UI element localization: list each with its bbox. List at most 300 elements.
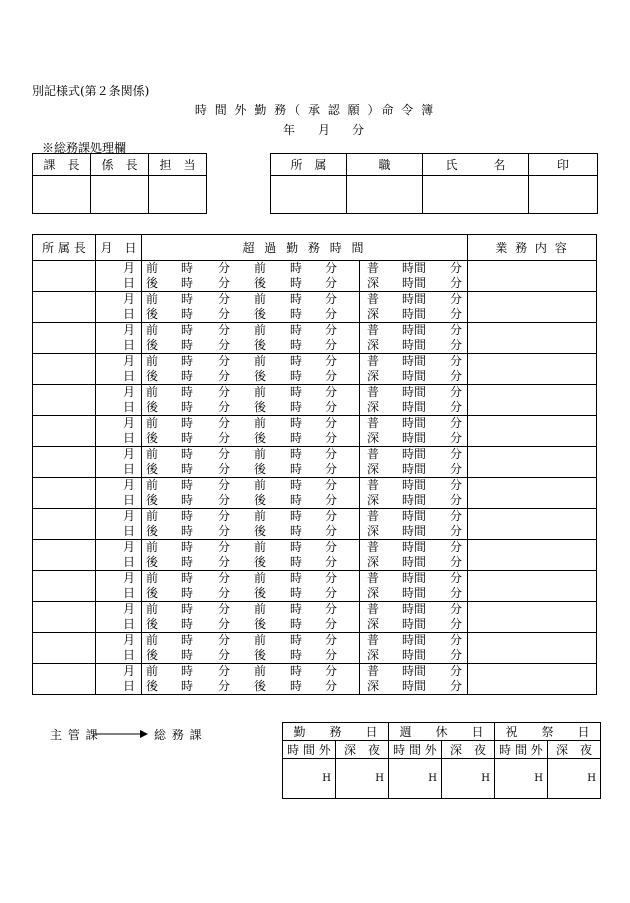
- minute-label: 分: [218, 602, 231, 616]
- boss-seal-cell[interactable]: [33, 261, 96, 292]
- hours-label: 時間: [402, 648, 427, 662]
- date-cell[interactable]: [96, 540, 142, 571]
- minute-label: 分: [325, 617, 338, 631]
- hour-label: 時: [290, 648, 303, 662]
- table-row: [33, 509, 597, 540]
- type-label: 深: [367, 586, 380, 600]
- hour-label: 時: [181, 447, 194, 461]
- overtime-cell[interactable]: [142, 323, 468, 354]
- minute-label: 分: [218, 633, 231, 647]
- minute-label: 分: [325, 555, 338, 569]
- approval-header-staff: 担 当: [149, 154, 207, 176]
- hours-label: 時間: [402, 493, 427, 507]
- ampm-label: 前: [146, 354, 159, 368]
- summary-header-holiday: 祝 祭 日: [495, 723, 601, 741]
- header-date: 月 日: [96, 235, 142, 261]
- table-row: [33, 571, 597, 602]
- overtime-cell[interactable]: [142, 664, 468, 695]
- approval-table: [32, 153, 207, 214]
- overtime-cell[interactable]: [142, 385, 468, 416]
- table-row: [33, 416, 597, 447]
- summary-sub-late: 深 夜: [548, 741, 601, 759]
- work-content-cell[interactable]: [468, 354, 597, 385]
- date-cell[interactable]: [96, 261, 142, 292]
- minute-label: 分: [450, 307, 463, 321]
- type-label: 普: [367, 261, 380, 275]
- minute-label: 分: [325, 478, 338, 492]
- hour-label: 時: [181, 633, 194, 647]
- hour-label: 時: [290, 292, 303, 306]
- hour-label: 時: [290, 617, 303, 631]
- table-row: [33, 478, 597, 509]
- hour-label: 時: [290, 509, 303, 523]
- ampm-label: 後: [254, 462, 267, 476]
- hours-label: 時間: [402, 400, 427, 414]
- ampm-label: 前: [146, 416, 159, 430]
- day-label: 日: [122, 338, 135, 352]
- type-label: 普: [367, 633, 380, 647]
- summary-value-cell[interactable]: H: [495, 759, 548, 799]
- approval-seal-chief[interactable]: [33, 176, 91, 214]
- minute-label: 分: [450, 648, 463, 662]
- ampm-label: 前: [254, 447, 267, 461]
- date-cell[interactable]: [96, 385, 142, 416]
- boss-seal-cell[interactable]: [33, 478, 96, 509]
- hour-label: 時: [181, 385, 194, 399]
- overtime-cell[interactable]: [142, 447, 468, 478]
- minute-label: 分: [325, 648, 338, 662]
- minute-label: 分: [218, 323, 231, 337]
- hour-label: 時: [290, 307, 303, 321]
- minute-label: 分: [450, 323, 463, 337]
- hour-label: 時: [181, 648, 194, 662]
- minute-label: 分: [450, 524, 463, 538]
- hour-label: 時: [290, 276, 303, 290]
- type-label: 普: [367, 292, 380, 306]
- minute-label: 分: [450, 602, 463, 616]
- date-cell[interactable]: [96, 323, 142, 354]
- ampm-label: 後: [146, 462, 159, 476]
- type-label: 深: [367, 493, 380, 507]
- minute-label: 分: [450, 509, 463, 523]
- minute-label: 分: [218, 292, 231, 306]
- hour-label: 時: [181, 664, 194, 678]
- minute-label: 分: [450, 555, 463, 569]
- work-content-cell[interactable]: [468, 540, 597, 571]
- hour-label: 時: [290, 478, 303, 492]
- ampm-label: 後: [146, 524, 159, 538]
- day-label: 日: [122, 369, 135, 383]
- hour-label: 時: [290, 555, 303, 569]
- boss-seal-cell[interactable]: [33, 509, 96, 540]
- work-content-cell[interactable]: [468, 602, 597, 633]
- ampm-label: 前: [146, 292, 159, 306]
- month-label: 月: [122, 447, 135, 461]
- date-cell[interactable]: [96, 633, 142, 664]
- minute-label: 分: [450, 540, 463, 554]
- ampm-label: 後: [146, 276, 159, 290]
- minute-label: 分: [218, 369, 231, 383]
- minute-label: 分: [450, 276, 463, 290]
- boss-seal-cell[interactable]: [33, 664, 96, 695]
- ampm-label: 後: [146, 369, 159, 383]
- ampm-label: 前: [146, 447, 159, 461]
- summary-header-weekly-holiday: 週 休 日: [389, 723, 495, 741]
- overtime-cell[interactable]: [142, 261, 468, 292]
- minute-label: 分: [450, 571, 463, 585]
- date-cell[interactable]: [96, 478, 142, 509]
- minute-label: 分: [450, 493, 463, 507]
- type-label: 深: [367, 431, 380, 445]
- ampm-label: 後: [254, 586, 267, 600]
- boss-seal-cell[interactable]: [33, 540, 96, 571]
- type-label: 深: [367, 400, 380, 414]
- ampm-label: 前: [146, 261, 159, 275]
- minute-label: 分: [325, 416, 338, 430]
- hour-label: 時: [181, 323, 194, 337]
- ampm-label: 後: [146, 431, 159, 445]
- day-label: 日: [122, 555, 135, 569]
- work-content-cell[interactable]: [468, 509, 597, 540]
- hour-label: 時: [290, 540, 303, 554]
- hour-label: 時: [181, 338, 194, 352]
- hours-label: 時間: [402, 369, 427, 383]
- minute-label: 分: [325, 571, 338, 585]
- boss-seal-cell[interactable]: [33, 385, 96, 416]
- date-cell[interactable]: [96, 354, 142, 385]
- hour-label: 時: [290, 679, 303, 693]
- overtime-cell[interactable]: [142, 416, 468, 447]
- hour-label: 時: [290, 586, 303, 600]
- minute-label: 分: [218, 509, 231, 523]
- hour-label: 時: [181, 416, 194, 430]
- hours-label: 時間: [402, 385, 427, 399]
- minute-label: 分: [450, 400, 463, 414]
- minute-label: 分: [325, 369, 338, 383]
- overtime-cell[interactable]: [142, 354, 468, 385]
- minute-label: 分: [352, 123, 365, 137]
- info-department-field[interactable]: [271, 176, 347, 214]
- ampm-label: 前: [146, 602, 159, 616]
- ampm-label: 後: [146, 617, 159, 631]
- minute-label: 分: [218, 338, 231, 352]
- header-work: 業 務 内 容: [468, 235, 597, 261]
- form-title: 時 間 外 勤 務（ 承 認 願 ）命 令 簿: [194, 103, 436, 117]
- overtime-cell[interactable]: [142, 602, 468, 633]
- ampm-label: 前: [146, 385, 159, 399]
- boss-seal-cell[interactable]: [33, 447, 96, 478]
- hour-label: 時: [290, 431, 303, 445]
- ampm-label: 後: [254, 431, 267, 445]
- ampm-label: 前: [254, 664, 267, 678]
- ampm-label: 後: [254, 276, 267, 290]
- type-label: 深: [367, 369, 380, 383]
- hours-label: 時間: [402, 602, 427, 616]
- minute-label: 分: [218, 540, 231, 554]
- minute-label: 分: [325, 431, 338, 445]
- date-cell[interactable]: [96, 664, 142, 695]
- date-cell[interactable]: [96, 416, 142, 447]
- date-cell[interactable]: [96, 602, 142, 633]
- ampm-label: 後: [254, 369, 267, 383]
- summary-value-cell[interactable]: H: [389, 759, 442, 799]
- minute-label: 分: [450, 447, 463, 461]
- ampm-label: 前: [254, 633, 267, 647]
- table-row: [33, 664, 597, 695]
- table-row: [33, 540, 597, 571]
- overtime-cell[interactable]: [142, 540, 468, 571]
- hour-label: 時: [290, 664, 303, 678]
- work-content-cell[interactable]: [468, 261, 597, 292]
- hours-label: 時間: [402, 261, 427, 275]
- minute-label: 分: [218, 447, 231, 461]
- type-label: 深: [367, 679, 380, 693]
- summary-value-cell[interactable]: H: [442, 759, 495, 799]
- table-row: [33, 292, 597, 323]
- header-overtime: 超 過 勤 務 時 間: [142, 235, 468, 261]
- type-label: 普: [367, 447, 380, 461]
- minute-label: 分: [218, 664, 231, 678]
- minute-label: 分: [218, 679, 231, 693]
- hour-label: 時: [290, 385, 303, 399]
- hour-label: 時: [290, 571, 303, 585]
- ampm-label: 前: [254, 602, 267, 616]
- day-label: 日: [122, 524, 135, 538]
- type-label: 普: [367, 571, 380, 585]
- work-content-cell[interactable]: [468, 416, 597, 447]
- minute-label: 分: [325, 354, 338, 368]
- month-label: 月: [122, 323, 135, 337]
- approval-section-label: ※総務課処理欄: [42, 141, 127, 155]
- work-content-cell[interactable]: [468, 323, 597, 354]
- hour-label: 時: [181, 679, 194, 693]
- date-cell[interactable]: [96, 447, 142, 478]
- day-label: 日: [122, 648, 135, 662]
- ampm-label: 後: [146, 679, 159, 693]
- minute-label: 分: [450, 369, 463, 383]
- hour-label: 時: [290, 462, 303, 476]
- type-label: 普: [367, 478, 380, 492]
- minute-label: 分: [325, 586, 338, 600]
- month-label: 月: [122, 509, 135, 523]
- minute-label: 分: [218, 354, 231, 368]
- hours-label: 時間: [402, 540, 427, 554]
- hour-label: 時: [181, 462, 194, 476]
- month-label: 月: [122, 261, 135, 275]
- flow-from: 主 管 課: [50, 728, 99, 742]
- work-content-cell[interactable]: [468, 447, 597, 478]
- day-label: 日: [122, 307, 135, 321]
- hours-label: 時間: [402, 431, 427, 445]
- minute-label: 分: [325, 524, 338, 538]
- info-header-seal: 印: [529, 154, 598, 176]
- info-header-department: 所 属: [271, 154, 347, 176]
- summary-value-cell[interactable]: H: [283, 759, 336, 799]
- hours-label: 時間: [402, 633, 427, 647]
- ampm-label: 前: [254, 261, 267, 275]
- minute-label: 分: [218, 385, 231, 399]
- hour-label: 時: [290, 416, 303, 430]
- hour-label: 時: [181, 354, 194, 368]
- minute-label: 分: [325, 385, 338, 399]
- overtime-cell[interactable]: [142, 571, 468, 602]
- info-table: [270, 153, 598, 214]
- hour-label: 時: [181, 509, 194, 523]
- hours-label: 時間: [402, 447, 427, 461]
- work-content-cell[interactable]: [468, 292, 597, 323]
- type-label: 普: [367, 323, 380, 337]
- ampm-label: 後: [146, 586, 159, 600]
- ampm-label: 前: [254, 416, 267, 430]
- approval-header-chief: 課 長: [33, 154, 91, 176]
- year-label: 年: [283, 123, 296, 137]
- type-label: 深: [367, 524, 380, 538]
- info-seal-field[interactable]: [529, 176, 598, 214]
- minute-label: 分: [325, 276, 338, 290]
- summary-value-cell[interactable]: H: [548, 759, 601, 799]
- hour-label: 時: [181, 555, 194, 569]
- ampm-label: 前: [254, 323, 267, 337]
- minute-label: 分: [325, 261, 338, 275]
- hour-label: 時: [181, 571, 194, 585]
- ampm-label: 後: [146, 555, 159, 569]
- table-row: [33, 354, 597, 385]
- boss-seal-cell[interactable]: [33, 571, 96, 602]
- hour-label: 時: [181, 307, 194, 321]
- day-label: 日: [122, 462, 135, 476]
- type-label: 普: [367, 602, 380, 616]
- ampm-label: 前: [146, 571, 159, 585]
- ampm-label: 後: [146, 400, 159, 414]
- ampm-label: 前: [254, 354, 267, 368]
- hour-label: 時: [290, 447, 303, 461]
- hours-label: 時間: [402, 555, 427, 569]
- minute-label: 分: [450, 679, 463, 693]
- minute-label: 分: [325, 664, 338, 678]
- minute-label: 分: [218, 493, 231, 507]
- ampm-label: 後: [146, 338, 159, 352]
- form-style-label: 別記様式(第２条関係): [32, 84, 150, 98]
- summary-value-cell[interactable]: H: [336, 759, 389, 799]
- ampm-label: 前: [254, 385, 267, 399]
- hours-label: 時間: [402, 323, 427, 337]
- overtime-cell[interactable]: [142, 292, 468, 323]
- boss-seal-cell[interactable]: [33, 292, 96, 323]
- hour-label: 時: [181, 524, 194, 538]
- ampm-label: 後: [254, 648, 267, 662]
- summary-header-workday: 勤 務 日: [283, 723, 389, 741]
- ampm-label: 後: [146, 307, 159, 321]
- boss-seal-cell[interactable]: [33, 416, 96, 447]
- ampm-label: 前: [146, 633, 159, 647]
- info-name-field[interactable]: [423, 176, 529, 214]
- work-content-cell[interactable]: [468, 478, 597, 509]
- minute-label: 分: [450, 385, 463, 399]
- work-content-cell[interactable]: [468, 571, 597, 602]
- work-content-cell[interactable]: [468, 664, 597, 695]
- ampm-label: 前: [254, 571, 267, 585]
- ampm-label: 後: [254, 338, 267, 352]
- date-cell[interactable]: [96, 292, 142, 323]
- month-label: 月: [122, 478, 135, 492]
- boss-seal-cell[interactable]: [33, 323, 96, 354]
- month-label: 月: [122, 602, 135, 616]
- month-label: 月: [122, 664, 135, 678]
- minute-label: 分: [218, 524, 231, 538]
- hour-label: 時: [290, 400, 303, 414]
- info-header-position: 職: [347, 154, 423, 176]
- minute-label: 分: [218, 261, 231, 275]
- ampm-label: 後: [254, 307, 267, 321]
- minute-label: 分: [325, 307, 338, 321]
- boss-seal-cell[interactable]: [33, 602, 96, 633]
- hour-label: 時: [181, 292, 194, 306]
- ampm-label: 前: [146, 478, 159, 492]
- approval-header-subchief: 係 長: [91, 154, 149, 176]
- minute-label: 分: [450, 462, 463, 476]
- approval-seal-subchief[interactable]: [91, 176, 149, 214]
- ampm-label: 前: [254, 509, 267, 523]
- type-label: 深: [367, 338, 380, 352]
- hours-label: 時間: [402, 338, 427, 352]
- approval-seal-staff[interactable]: [149, 176, 207, 214]
- summary-table: [282, 722, 601, 799]
- minute-label: 分: [325, 679, 338, 693]
- summary-sub-overtime: 時 間 外: [389, 741, 442, 759]
- overtime-cell[interactable]: [142, 478, 468, 509]
- hour-label: 時: [181, 478, 194, 492]
- minute-label: 分: [325, 493, 338, 507]
- minute-label: 分: [325, 292, 338, 306]
- minute-label: 分: [325, 509, 338, 523]
- work-content-cell[interactable]: [468, 633, 597, 664]
- date-cell[interactable]: [96, 571, 142, 602]
- ampm-label: 前: [254, 540, 267, 554]
- month-label: 月: [318, 123, 331, 137]
- info-position-field[interactable]: [347, 176, 423, 214]
- work-content-cell[interactable]: [468, 385, 597, 416]
- date-cell[interactable]: [96, 509, 142, 540]
- hours-label: 時間: [402, 524, 427, 538]
- overtime-cell[interactable]: [142, 633, 468, 664]
- minute-label: 分: [218, 307, 231, 321]
- hours-label: 時間: [402, 307, 427, 321]
- hour-label: 時: [181, 261, 194, 275]
- overtime-cell[interactable]: [142, 509, 468, 540]
- hour-label: 時: [181, 617, 194, 631]
- hour-label: 時: [181, 602, 194, 616]
- minute-label: 分: [325, 602, 338, 616]
- day-label: 日: [122, 431, 135, 445]
- summary-sub-overtime: 時 間 外: [283, 741, 336, 759]
- table-row: [33, 633, 597, 664]
- hours-label: 時間: [402, 354, 427, 368]
- minute-label: 分: [325, 540, 338, 554]
- ampm-label: 後: [254, 555, 267, 569]
- table-row: [33, 323, 597, 354]
- summary-sub-overtime: 時 間 外: [495, 741, 548, 759]
- minute-label: 分: [450, 261, 463, 275]
- minute-label: 分: [450, 354, 463, 368]
- info-header-name: 氏 名: [423, 154, 529, 176]
- minute-label: 分: [218, 431, 231, 445]
- boss-seal-cell[interactable]: [33, 354, 96, 385]
- hour-label: 時: [181, 400, 194, 414]
- hour-label: 時: [290, 323, 303, 337]
- type-label: 普: [367, 664, 380, 678]
- boss-seal-cell[interactable]: [33, 633, 96, 664]
- hours-label: 時間: [402, 679, 427, 693]
